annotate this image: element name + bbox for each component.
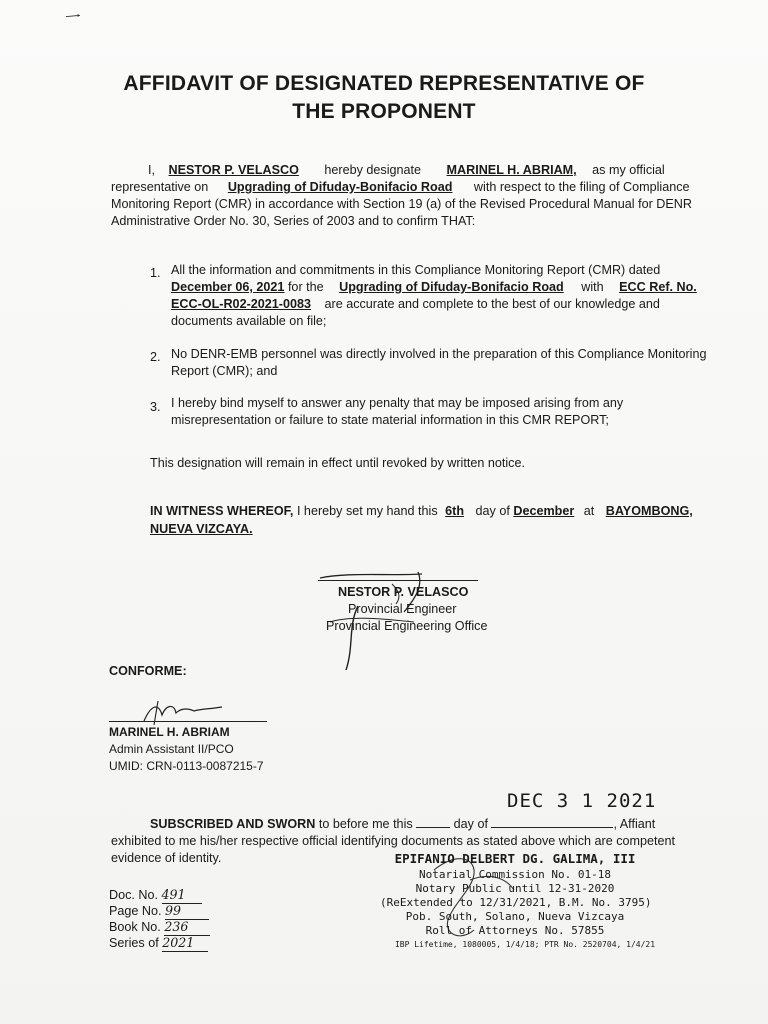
item-1-number: 1. [150,266,161,280]
intro-line-2 [111,179,690,196]
intro-line-4: Administrative Order No. 30, Series of 2003 and to confirm THAT: [111,214,476,228]
item-1-line-3 [171,296,660,313]
conforme-position: Admin Assistant II/PCO [109,742,234,756]
witness-text-c: at [583,504,595,518]
item-3-line-2: misrepresentation or failure to state material information in this CMR REPORT; [171,413,609,427]
jurat-text-c: , Affiant [613,817,656,831]
witness-month: December [513,504,575,518]
doc-number-value: 491 [162,886,202,904]
designation-note: This designation will remain in effect until revoked by written notice. [150,456,525,470]
intro-t4: with respect to the filing of Compliance [473,180,690,194]
series-value: 2021 [162,934,208,952]
book-number-value: 236 [164,918,210,936]
item-2-number: 2. [150,350,161,364]
item-3-line-1: I hereby bind myself to answer any penalty that may be imposed arising from any [171,396,624,410]
received-date-stamp: DEC 3 1 2021 [507,790,657,812]
conforme-umid: UMID: CRN-0113-0087215-7 [109,759,264,773]
item-2-line-1: No DENR-EMB personnel was directly involved in the preparation of this Compliance Monitoring [171,347,707,361]
witness-lead: IN WITNESS WHEREOF, [150,504,294,518]
conforme-label: CONFORME: [109,664,187,678]
intro-t2: as my official [592,163,665,177]
notary-name: EPIFANIO DELBERT DG. GALIMA, III [394,851,636,866]
signatory-name: NESTOR P. VELASCO [338,585,469,599]
witness-text-b: day of [475,504,510,518]
notary-address: Pob. South, Solano, Nueva Vizcaya [405,910,625,923]
jurat-day-blank [416,827,450,828]
jurat-line-1 [150,816,655,833]
item-2-line-2: Report (CMR); and [171,364,278,378]
series-label: Series of [109,936,159,950]
item-1-date: December 06, 2021 [171,280,285,294]
representative-name: MARINEL H. ABRIAM, [446,163,577,177]
title-line-2: THE PROPONENT [292,100,476,123]
item-1-ecc-number: ECC-OL-R02-2021-0083 [171,297,311,311]
intro-project: Upgrading of Difuday-Bonifacio Road [227,180,453,194]
item-1-project: Upgrading of Difuday-Bonifacio Road [339,280,564,294]
item-1-ecc-label: ECC Ref. No. [619,280,697,294]
notary-until: Notary Public until 12-31-2020 [415,882,615,895]
item-1-line-4: documents available on file; [171,314,327,328]
witness-day: 6th [445,504,465,518]
item-1-accurate: are accurate and complete to the best of our knowledge and [324,297,660,311]
witness-place-1: BAYOMBONG, [605,504,693,518]
item-3-number: 3. [150,400,161,414]
title-line-1: AFFIDAVIT OF DESIGNATED REPRESENTATIVE OF [123,72,645,95]
jurat-text-b: day of [453,817,488,831]
item-1-for: for the [287,280,324,294]
witness-place-2: NUEVA VIZCAYA. [150,522,253,536]
intro-line-1 [148,162,665,179]
notary-roll: Roll of Attorneys No. 57855 [425,924,605,937]
pen-mark [60,14,86,18]
intro-i: I, [148,163,155,177]
book-number-label: Book No. [109,920,161,934]
intro-line-3: Monitoring Report (CMR) in accordance with Section 19 (a) of the Revised Procedural Manual for DENR [111,197,692,211]
jurat-line-2: exhibited to me his/her respective official identifying documents as stated above which are competent [111,834,676,848]
doc-number-label: Doc. No. [109,888,158,902]
jurat-line-3: evidence of identity. [111,851,222,865]
intro-t3: representative on [111,180,209,194]
item-1-line-1: All the information and commitments in this Compliance Monitoring Report (CMR) dated [171,263,661,277]
intro-t1: hereby designate [324,163,422,177]
page-number-label: Page No. [109,904,162,918]
conforme-line [109,721,267,722]
jurat-month-blank [491,827,613,828]
notary-commission: Notarial Commission No. 01-18 [418,868,612,881]
signatory-office: Provincial Engineering Office [326,619,488,633]
item-1-with: with [581,280,604,294]
page-number-value: 99 [165,902,209,920]
jurat-lead: SUBSCRIBED AND SWORN [150,817,316,831]
conforme-name: MARINEL H. ABRIAM [109,725,230,739]
notary-ibp-ptr: IBP Lifetime, 1080005, 1/4/18; PTR No. 2520704, 1/4/21 [394,940,656,949]
signatory-position: Provincial Engineer [348,602,457,616]
witness-line-1 [150,503,693,520]
item-1-line-2 [171,279,697,296]
affiant-name: NESTOR P. VELASCO [168,163,299,177]
witness-text-a: I hereby set my hand this [296,504,438,518]
conforme-signature [140,697,230,727]
notary-extended: (ReExtended to 12/31/2021, B.M. No. 3795) [380,896,652,909]
jurat-text-a: to before me this [318,817,413,831]
series-row [109,934,208,952]
